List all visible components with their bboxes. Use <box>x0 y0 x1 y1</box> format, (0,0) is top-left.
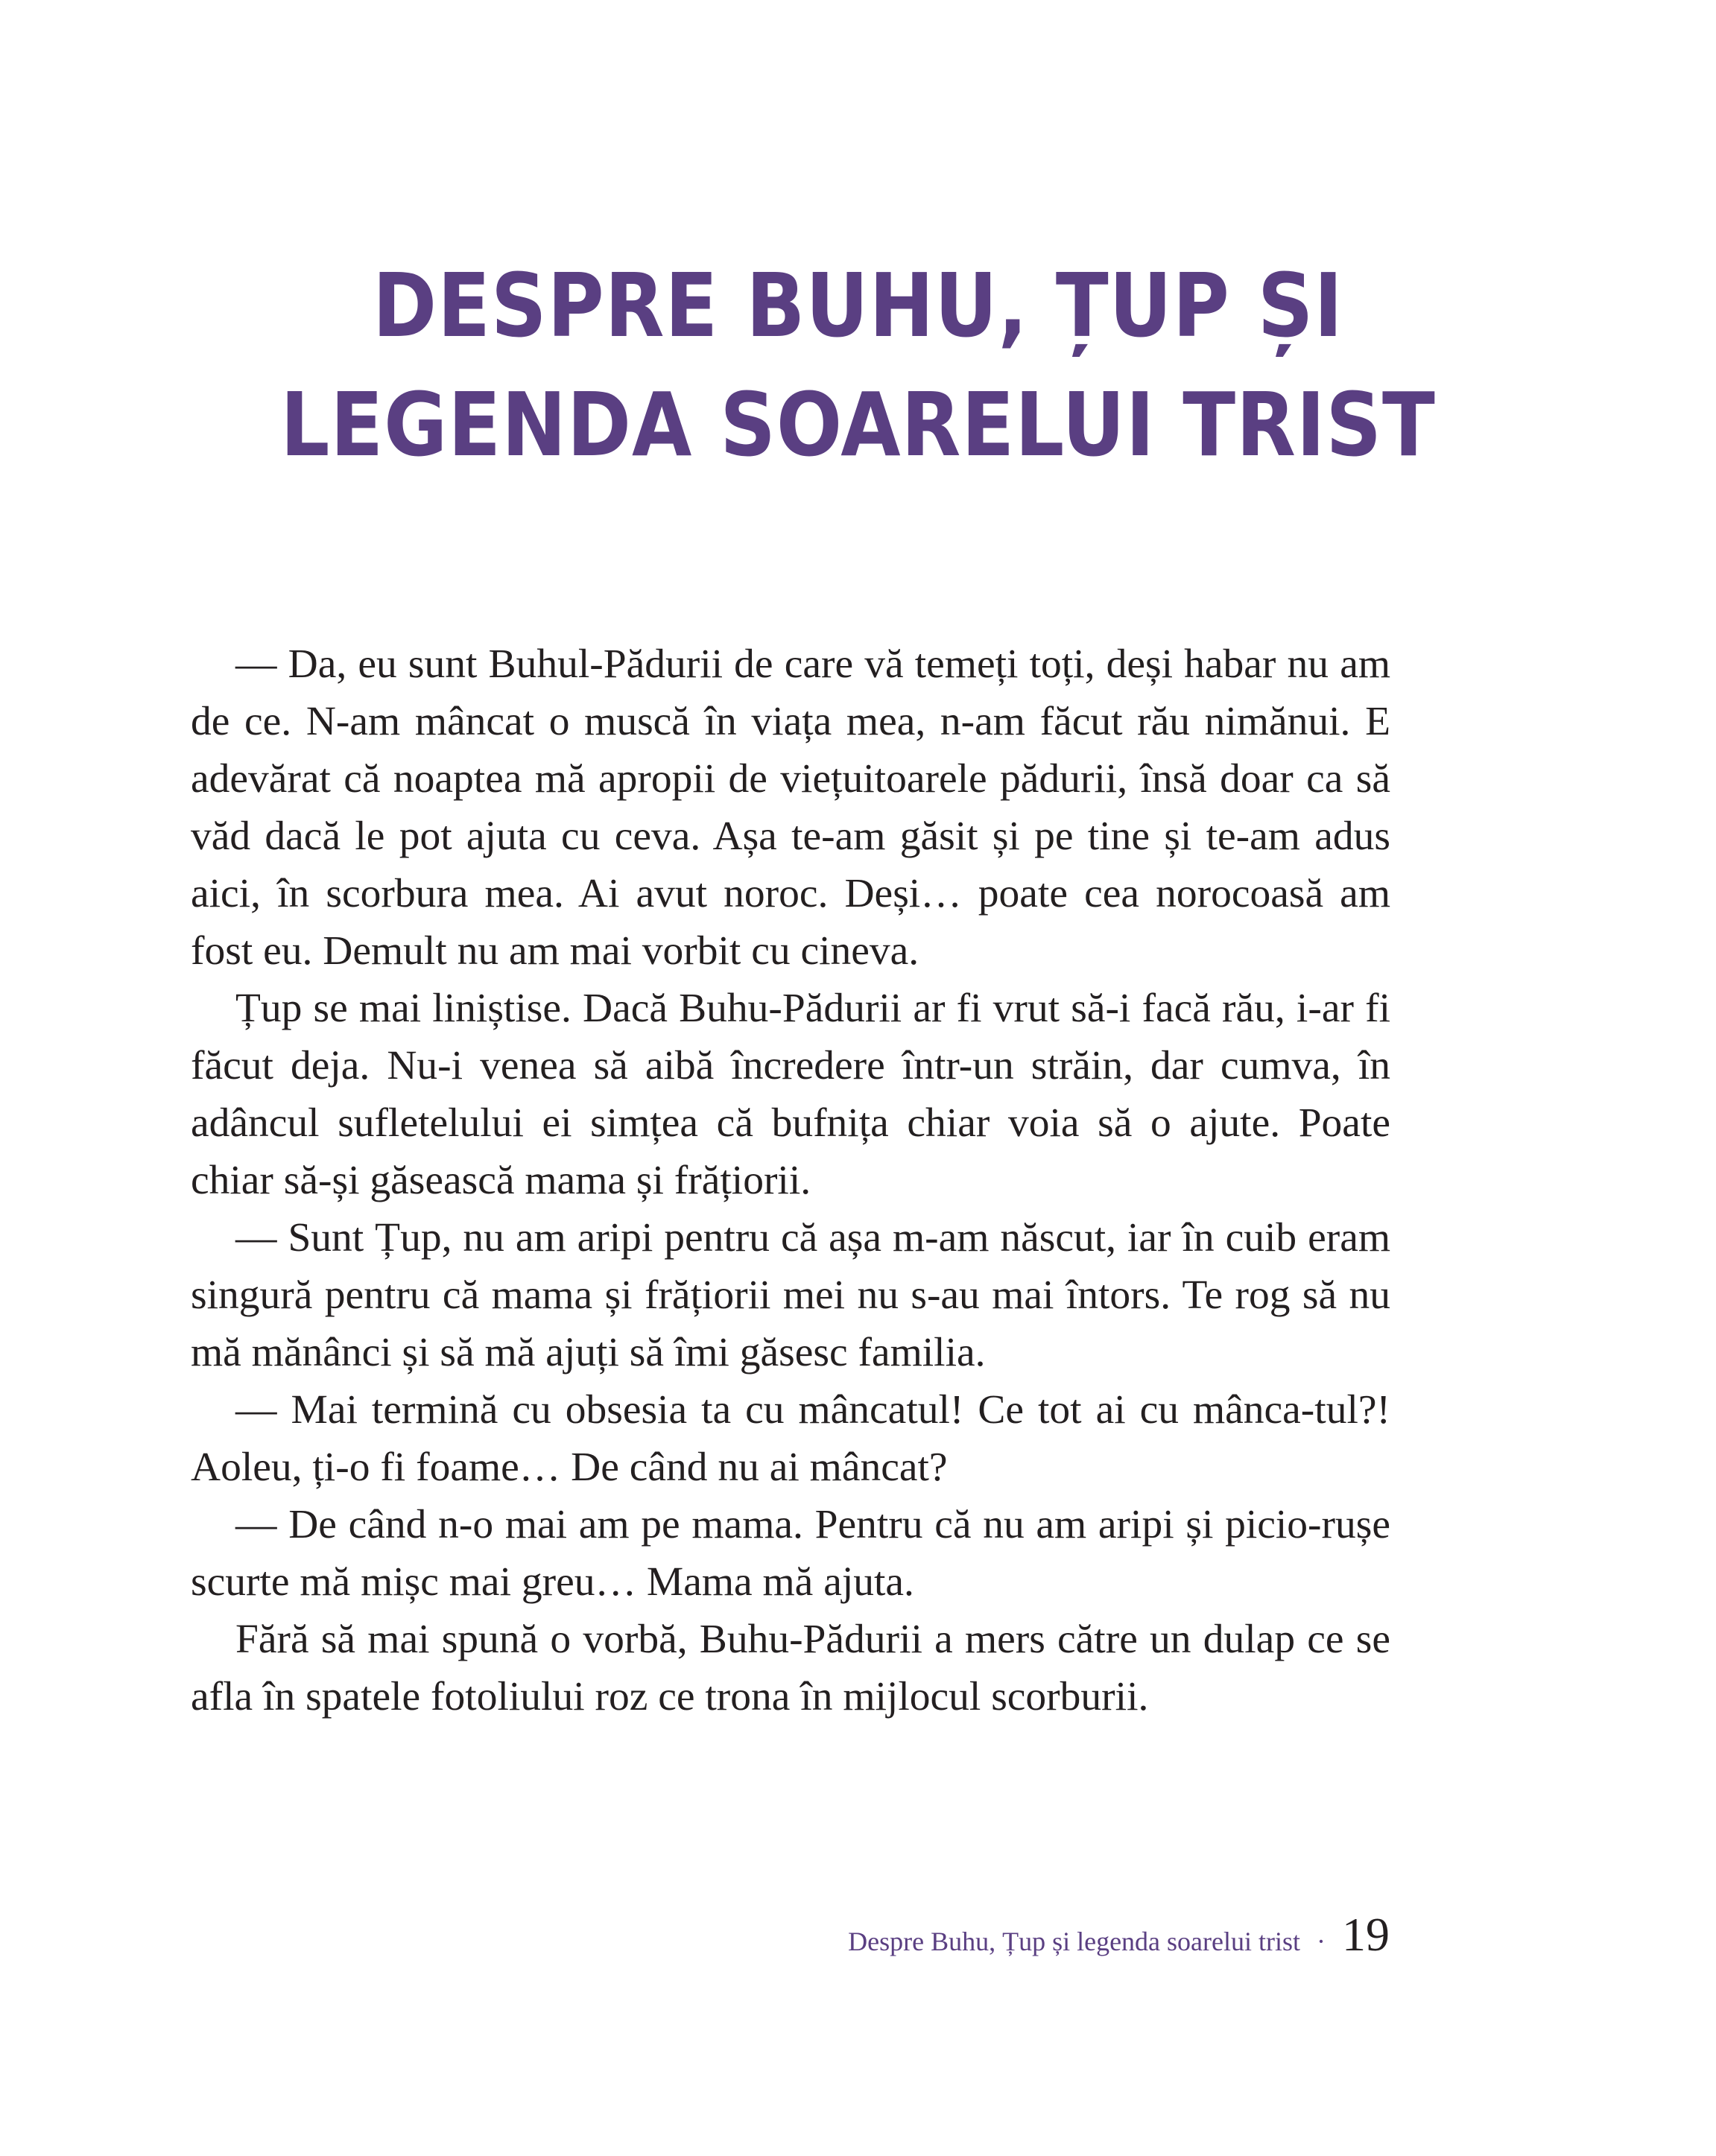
chapter-title-line-2: LEGENDA SOARELUI TRIST <box>280 373 1436 476</box>
page-footer <box>848 1907 1390 1962</box>
paragraph: — Mai termină cu obsesia ta cu mâncatul! Ce tot ai cu mânca-tul?! Aoleu, ți-o fi foame… De când nu ai mâncat? <box>191 1387 1390 1490</box>
chapter-title-line-1: DESPRE BUHU, ȚUP ȘI <box>373 254 1343 357</box>
footer-separator: · <box>1317 1927 1326 1956</box>
paragraph: Fără să mai spună o vorbă, Buhu-Pădurii a mers către un dulap ce se afla în spatele fotoliului roz ce trona în mijlocul scorburii. <box>191 1617 1390 1719</box>
running-head: Despre Buhu, Țup și legenda soarelui trist <box>848 1927 1300 1956</box>
page-number: 19 <box>1342 1908 1390 1961</box>
paragraph: Țup se mai liniștise. Dacă Buhu-Pădurii ar fi vrut să-i facă rău, i-ar fi făcut deja. Nu-i venea să aibă încredere într-un străin, dar cumva, în adâncul sufletelului ei simțea că bufnița chiar voia să o ajute. Poate chiar să-și găsească mama și frățiorii. <box>191 986 1390 1203</box>
paragraph: — De când n-o mai am pe mama. Pentru că nu am aripi și picio-rușe scurte mă mișc mai greu… Mama mă ajuta. <box>191 1502 1390 1605</box>
body-text <box>191 635 1390 1725</box>
paragraph: — Sunt Țup, nu am aripi pentru că așa m-am născut, iar în cuib eram singură pentru că mama și frățiorii mei nu s-au mai întors. Te rog să nu mă mănânci și să mă ajuți să îmi găsesc familia. <box>191 1215 1390 1375</box>
paragraph: — Da, eu sunt Buhul-Pădurii de care vă temeți toți, deși habar nu am de ce. N-am mâncat o muscă în viața mea, n-am făcut rău nimănui. E adevărat că noaptea mă apropii de viețuitoarele pădurii, însă doar ca să văd dacă le pot ajuta cu ceva. Așa te-am găsit și pe tine și te-am adus aici, în scorbura mea. Ai avut noroc. Deși… poate cea norocoasă am fost eu. Demult nu am mai vorbit cu cineva. <box>191 641 1390 974</box>
chapter-title <box>103 246 1613 484</box>
